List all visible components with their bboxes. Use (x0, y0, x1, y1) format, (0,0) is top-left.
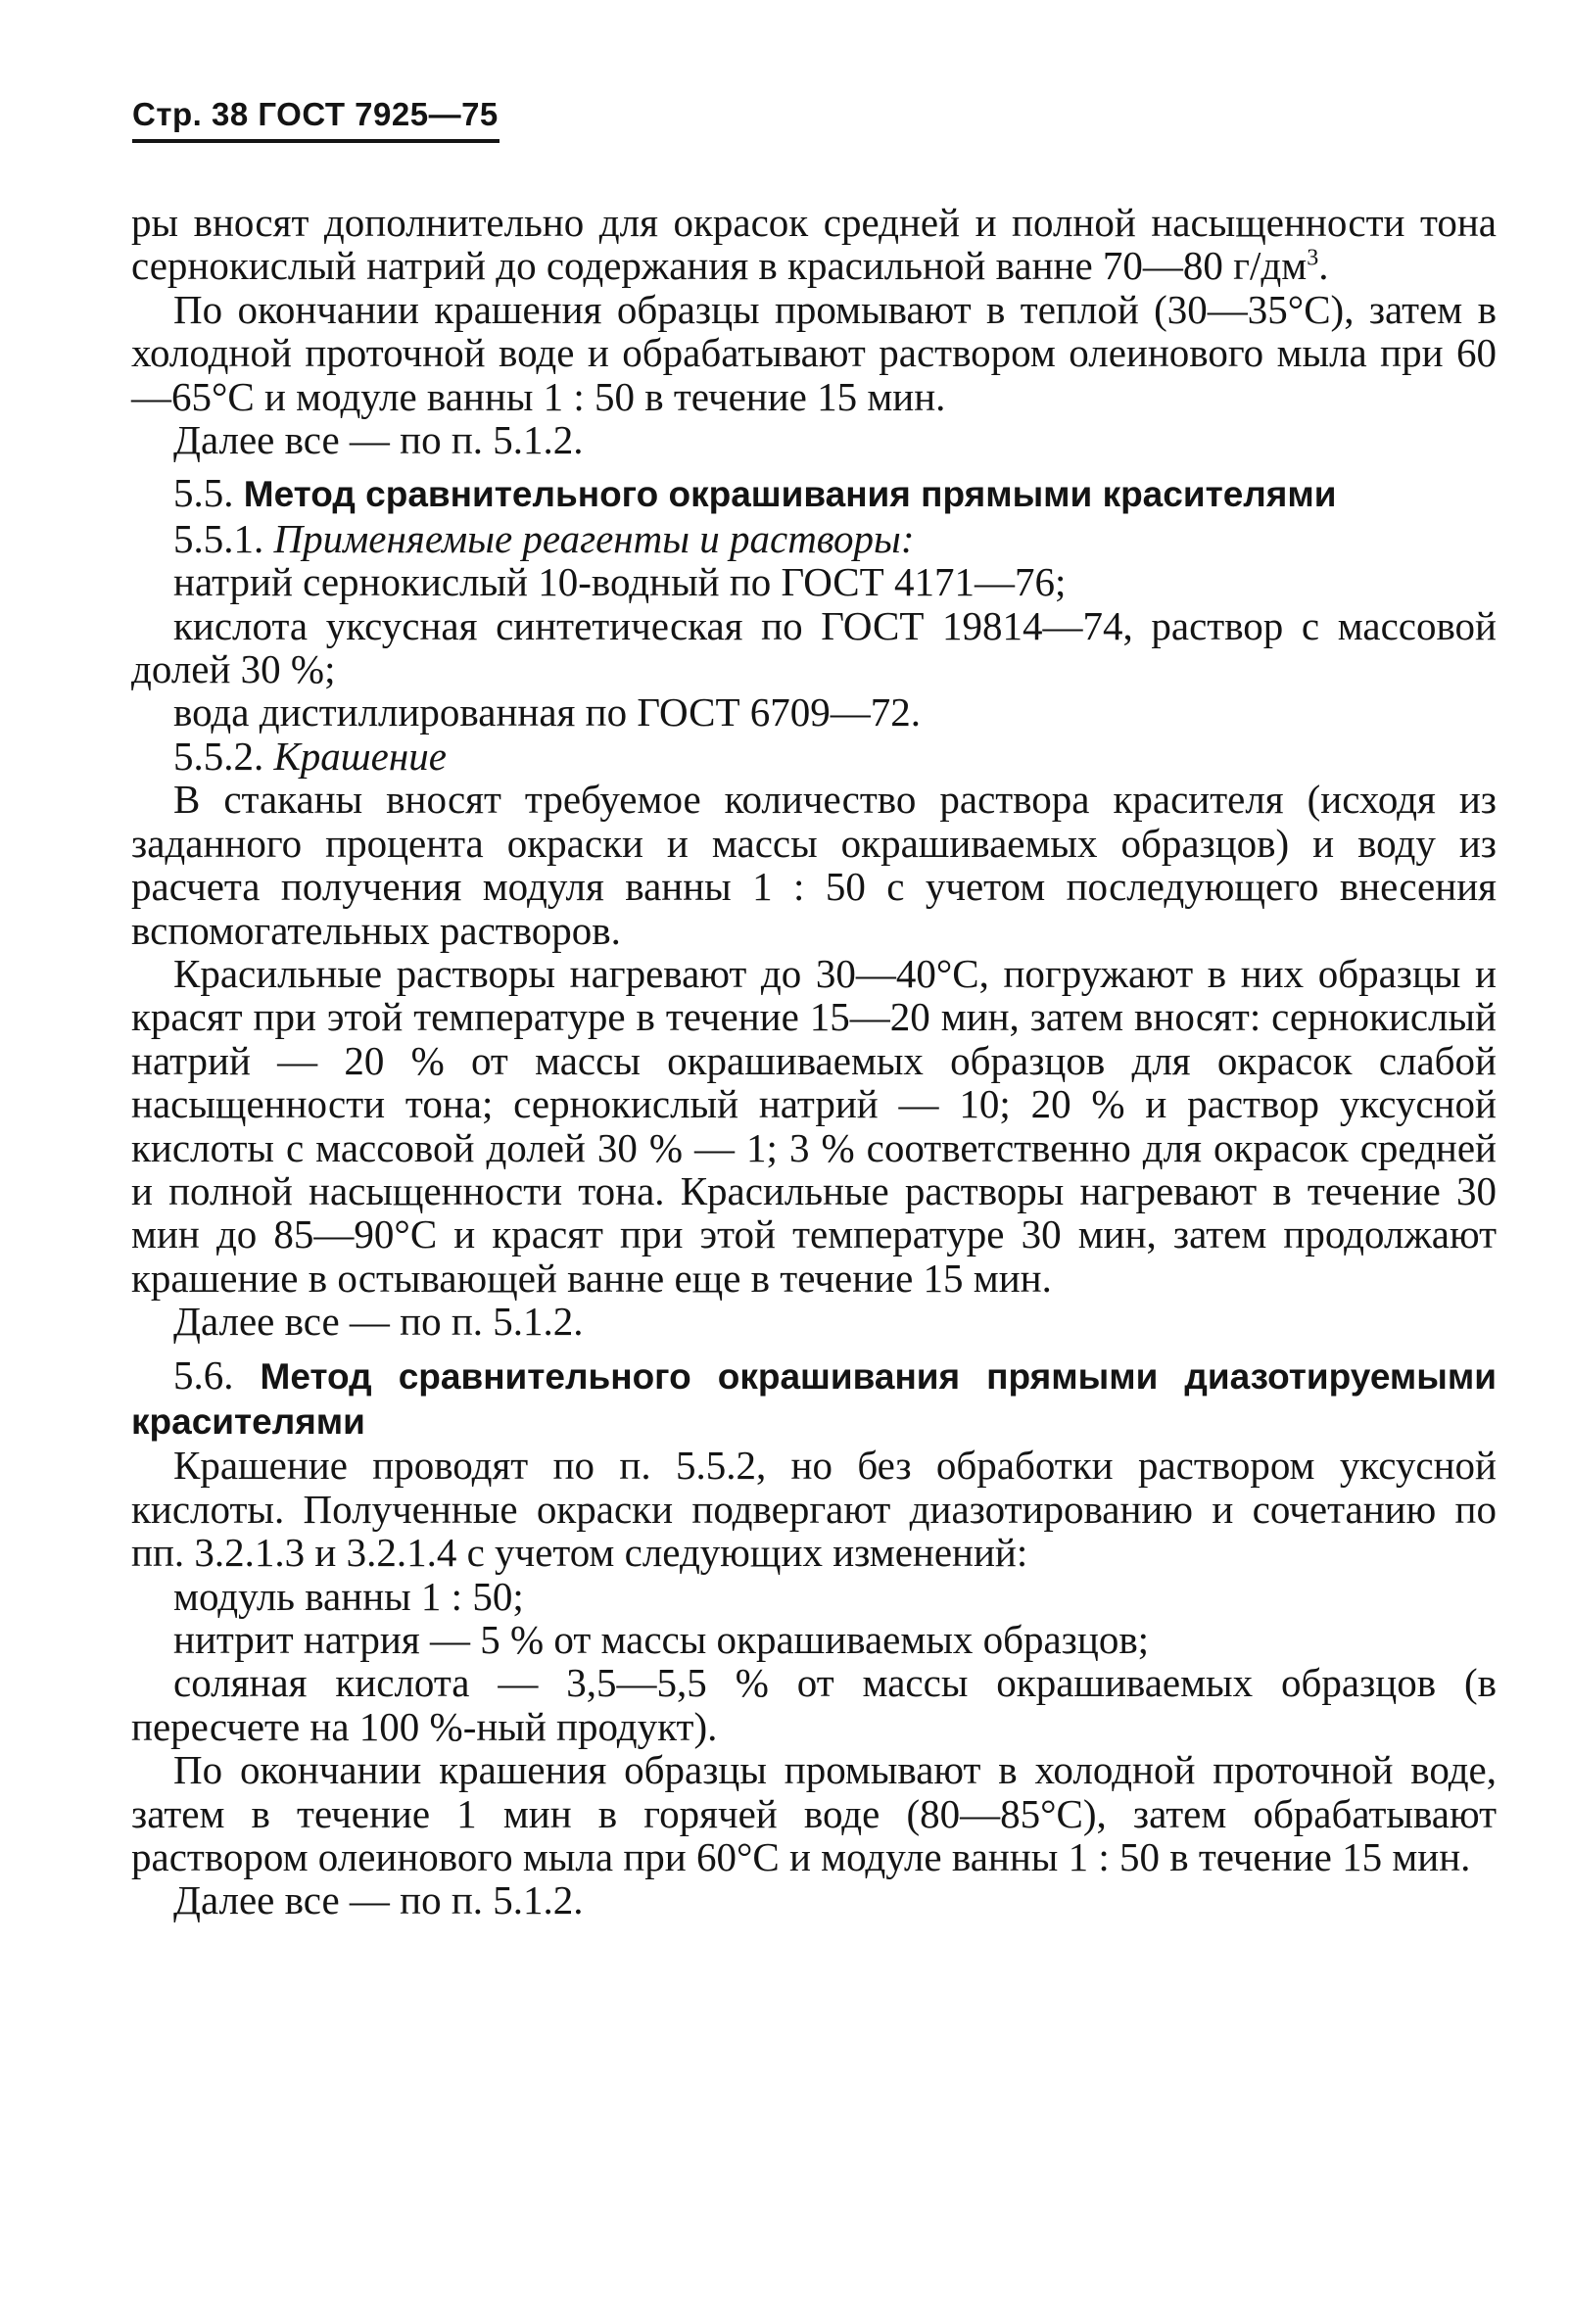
reagent-item: вода дистиллированная по ГОСТ 6709—72. (173, 689, 922, 735)
body-text (131, 201, 1497, 1922)
paragraph: ры вносят дополнительно для окрасок средней и полной насыщенности тона сернокислый натрий до содержания в красильной ванне 70—80 $г/дм^3$. (131, 200, 1497, 289)
page-header (132, 96, 499, 133)
paragraph: Далее все — по п. 5.1.2. (173, 417, 584, 463)
paragraph: По окончании крашения образцы промывают в холодной проточной воде, затем в течение 1 мин в горячей воде (80—85°С), затем обрабатывают раствором олеинового мыла при 60°С и модуле ванны 1 : 50 в течение 15 мин. (131, 1747, 1497, 1880)
subsection-heading-5-5-1: 5.5.1. Применяемые реагенты и растворы: (173, 515, 915, 561)
list-item: соляная кислота — 3,5—5,5 % от массы окрашиваемых образцов (в пересчете на 100 %-ный продукт). (131, 1660, 1497, 1749)
paragraph: По окончании крашения образцы промывают в теплой (30—35°С), затем в холодной проточной воде и обрабатывают раствором олеинового мыла при 60—65°С и модуле ванны 1 : 50 в течение 15 мин. (131, 286, 1497, 419)
paragraph: Далее все — по п. 5.1.2. (173, 1299, 584, 1345)
page-number: Стр. 38 (132, 96, 249, 132)
paragraph: Красильные растворы нагревают до 30—40°С, погружают в них образцы и красят при этой температуре в течение 15—20 мин, затем вносят: сернокислый натрий — 20 % от массы окрашиваемых образцов для окрасок слабой насыщенности тона; сернокислый натрий — 10; 20 % и раствор уксусной кислоты с массовой долей 30 % — 1; 3 % соответственно для окрасок средней и полной насыщенности тона. Красильные растворы нагревают в течение 30 мин до 85—90°С и красят при этой температуре 30 мин, затем продолжают крашение в остывающей ванне еще в течение 15 мин. (131, 950, 1497, 1301)
section-heading-5-6: 5.6. Метод сравнительного окрашивания прямыми диазотируемыми красителями (131, 1352, 1498, 1442)
paragraph: Далее все — по п. 5.1.2. (173, 1877, 584, 1923)
section-heading-5-5: 5.5. Метод сравнительного окрашивания прямыми красителями (173, 470, 1337, 516)
header-rule (132, 139, 500, 143)
subsection-heading-5-5-2: 5.5.2. Крашение (173, 733, 447, 779)
paragraph: В стаканы вносят требуемое количество раствора красителя (исходя из заданного процента окраски и массы окрашиваемых образцов) и воду из расчета получения модуля ванны 1 : 50 с учетом последующего внесения вспомогательных растворов. (131, 777, 1497, 953)
list-item: модуль ванны 1 : 50; (173, 1573, 524, 1619)
standard-code: ГОСТ 7925—75 (258, 96, 499, 132)
list-item: нитрит натрия — 5 % от массы окрашиваемых образцов; (173, 1617, 1150, 1662)
paragraph: Крашение проводят по п. 5.5.2, но без обработки раствором уксусной кислоты. Полученные окраски подвергают диазотированию и сочетанию по пп. 3.2.1.3 и 3.2.1.4 с учетом следующих изменений: (131, 1443, 1497, 1576)
reagent-item: кислота уксусная синтетическая по ГОСТ 19814—74, раствор с массовой долей 30 %; (131, 602, 1497, 692)
reagent-item: натрий сернокислый 10-водный по ГОСТ 4171—76; (173, 559, 1067, 605)
